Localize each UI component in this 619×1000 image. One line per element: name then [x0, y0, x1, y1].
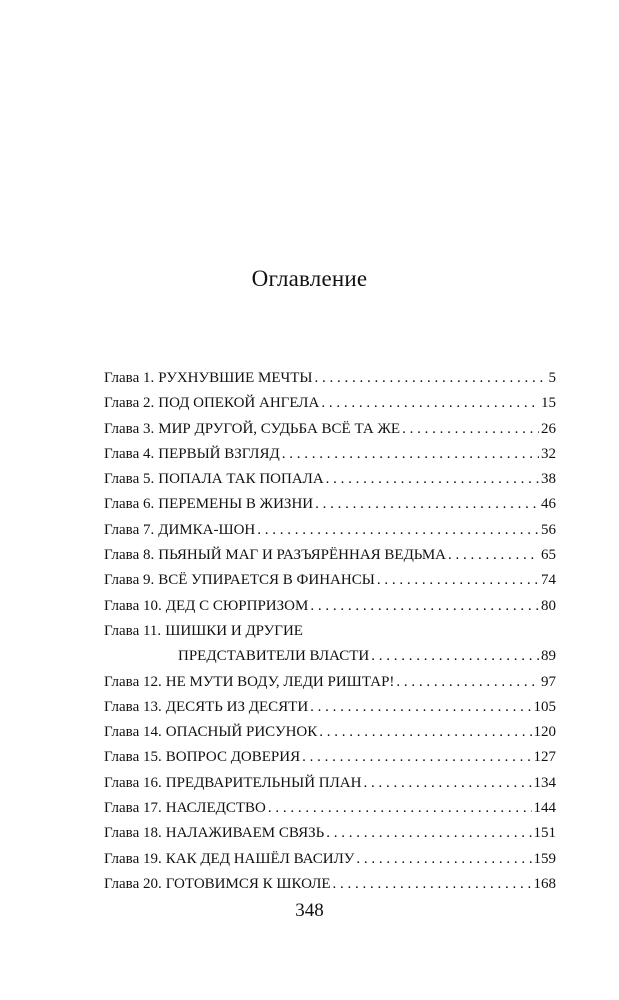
toc-entry — [104, 417, 556, 442]
chapter-label: Глава 9. — [104, 572, 155, 589]
chapter-label: Глава 13. — [104, 698, 162, 715]
chapter-label: Глава 7. — [104, 521, 155, 538]
toc-entry — [104, 771, 556, 796]
chapter-page-number: 26 — [541, 420, 556, 437]
toc-entry-continuation — [104, 644, 556, 669]
chapter-label: Глава 11. — [104, 622, 162, 639]
chapter-label: Глава 5. — [104, 471, 155, 488]
toc-entry — [104, 872, 556, 897]
toc-entry — [104, 366, 556, 391]
dot-leader — [356, 847, 531, 872]
chapter-page-number: 46 — [541, 496, 556, 513]
toc-entry — [104, 695, 556, 720]
toc-entry — [104, 796, 556, 821]
chapter-label: Глава 3. — [104, 420, 155, 437]
dot-leader — [315, 492, 539, 517]
chapter-page-number: 159 — [533, 850, 556, 867]
chapter-label: Глава 15. — [104, 749, 162, 766]
chapter-label: Глава 2. — [104, 395, 155, 412]
chapter-title: ВОПРОС ДОВЕРИЯ — [165, 749, 301, 766]
chapter-title: ДЕСЯТЬ ИЗ ДЕСЯТИ — [165, 698, 309, 715]
chapter-title: НАЛАЖИВАЕМ СВЯЗЬ — [165, 825, 325, 842]
dot-leader — [333, 872, 532, 897]
chapter-page-number: 134 — [533, 774, 556, 791]
dot-leader — [326, 821, 531, 846]
dot-leader — [319, 720, 531, 745]
chapter-page-number: 15 — [541, 395, 556, 412]
chapter-page-number: 127 — [533, 749, 556, 766]
dot-leader — [377, 568, 539, 593]
chapter-label: Глава 20. — [104, 875, 162, 892]
chapter-title: НЕ МУТИ ВОДУ, ЛЕДИ РИШТАР! — [165, 673, 395, 690]
dot-leader — [402, 417, 539, 442]
chapter-label: Глава 10. — [104, 597, 162, 614]
toc-entry — [104, 619, 556, 644]
chapter-title: РУХНУВШИЕ МЕЧТЫ — [158, 370, 313, 386]
chapter-title: ПЕРЕМЕНЫ В ЖИЗНИ — [158, 496, 314, 513]
chapter-label: Глава 18. — [104, 825, 162, 842]
toc-entry — [104, 670, 556, 695]
dot-leader — [257, 518, 539, 543]
dot-leader — [310, 594, 539, 619]
chapter-label: Глава 4. — [104, 445, 155, 462]
dot-leader — [363, 771, 531, 796]
toc-entry — [104, 821, 556, 846]
chapter-page-number: 74 — [541, 572, 556, 589]
toc-entry — [104, 442, 556, 467]
toc-entry — [104, 518, 556, 543]
chapter-label: Глава 14. — [104, 724, 162, 741]
chapter-title: КАК ДЕД НАШЁЛ ВАСИЛУ — [165, 850, 355, 867]
chapter-label: Глава 19. — [104, 850, 162, 867]
chapter-page-number: 144 — [533, 800, 556, 817]
dot-leader — [314, 366, 546, 391]
chapter-title-continuation: ПРЕДСТАВИТЕЛИ ВЛАСТИ — [178, 648, 370, 665]
chapter-page-number: 151 — [533, 825, 556, 842]
toc-entry — [104, 467, 556, 492]
chapter-page-number: 120 — [533, 724, 556, 741]
chapter-page-number: 38 — [541, 471, 556, 488]
chapter-title: НАСЛЕДСТВО — [165, 800, 266, 817]
chapter-label: Глава 17. — [104, 800, 162, 817]
page-title: Оглавление — [251, 266, 368, 291]
chapter-label: Глава 16. — [104, 774, 162, 791]
dot-leader — [282, 442, 539, 467]
table-of-contents — [104, 366, 556, 897]
dot-leader — [310, 695, 531, 720]
chapter-page-number: 97 — [541, 673, 556, 690]
chapter-page-number: 32 — [541, 445, 556, 462]
toc-entry — [104, 492, 556, 517]
chapter-label: Глава 6. — [104, 496, 155, 513]
toc-entry — [104, 594, 556, 619]
chapter-label: Глава 8. — [104, 547, 155, 564]
chapter-title: ГОТОВИМСЯ К ШКОЛЕ — [165, 875, 331, 892]
dot-leader — [326, 467, 539, 492]
toc-entry — [104, 391, 556, 416]
dot-leader — [321, 391, 539, 416]
chapter-page-number: 105 — [533, 698, 556, 715]
toc-entry — [104, 720, 556, 745]
chapter-page-number: 56 — [541, 521, 556, 538]
chapter-title: ВСЁ УПИРАЕТСЯ В ФИНАНСЫ — [158, 572, 375, 589]
chapter-title: ПЕРВЫЙ ВЗГЛЯД — [158, 445, 280, 462]
dot-leader — [448, 543, 539, 568]
chapter-label: Глава 12. — [104, 673, 162, 690]
chapter-title: ПЬЯНЫЙ МАГ И РАЗЪЯРЁННАЯ ВЕДЬМА — [158, 547, 446, 564]
chapter-title: ШИШКИ И ДРУГИЕ — [165, 622, 303, 639]
chapter-page-number: 80 — [541, 597, 556, 614]
page-number: 348 — [295, 900, 324, 921]
chapter-page-number: 65 — [541, 547, 556, 564]
chapter-title: МИР ДРУГОЙ, СУДЬБА ВСЁ ТА ЖЕ — [158, 420, 401, 437]
chapter-title: ПОПАЛА ТАК ПОПАЛА — [158, 471, 324, 488]
toc-entry — [104, 745, 556, 770]
chapter-title: ОПАСНЫЙ РИСУНОК — [165, 724, 318, 741]
chapter-page-number: 168 — [533, 875, 556, 892]
toc-entry — [104, 543, 556, 568]
chapter-title: ДИМКА-ШОН — [158, 521, 256, 538]
chapter-label: Глава 1. — [104, 370, 155, 386]
dot-leader — [396, 670, 539, 695]
toc-entry — [104, 568, 556, 593]
chapter-page-number: 5 — [548, 370, 556, 386]
dot-leader — [268, 796, 532, 821]
chapter-title: ДЕД С СЮРПРИЗОМ — [165, 597, 309, 614]
chapter-title: ПРЕДВАРИТЕЛЬНЫЙ ПЛАН — [165, 774, 362, 791]
chapter-page-number: 89 — [541, 648, 556, 665]
dot-leader — [371, 644, 539, 669]
toc-entry — [104, 847, 556, 872]
dot-leader — [302, 745, 531, 770]
chapter-title: ПОД ОПЕКОЙ АНГЕЛА — [158, 395, 320, 412]
